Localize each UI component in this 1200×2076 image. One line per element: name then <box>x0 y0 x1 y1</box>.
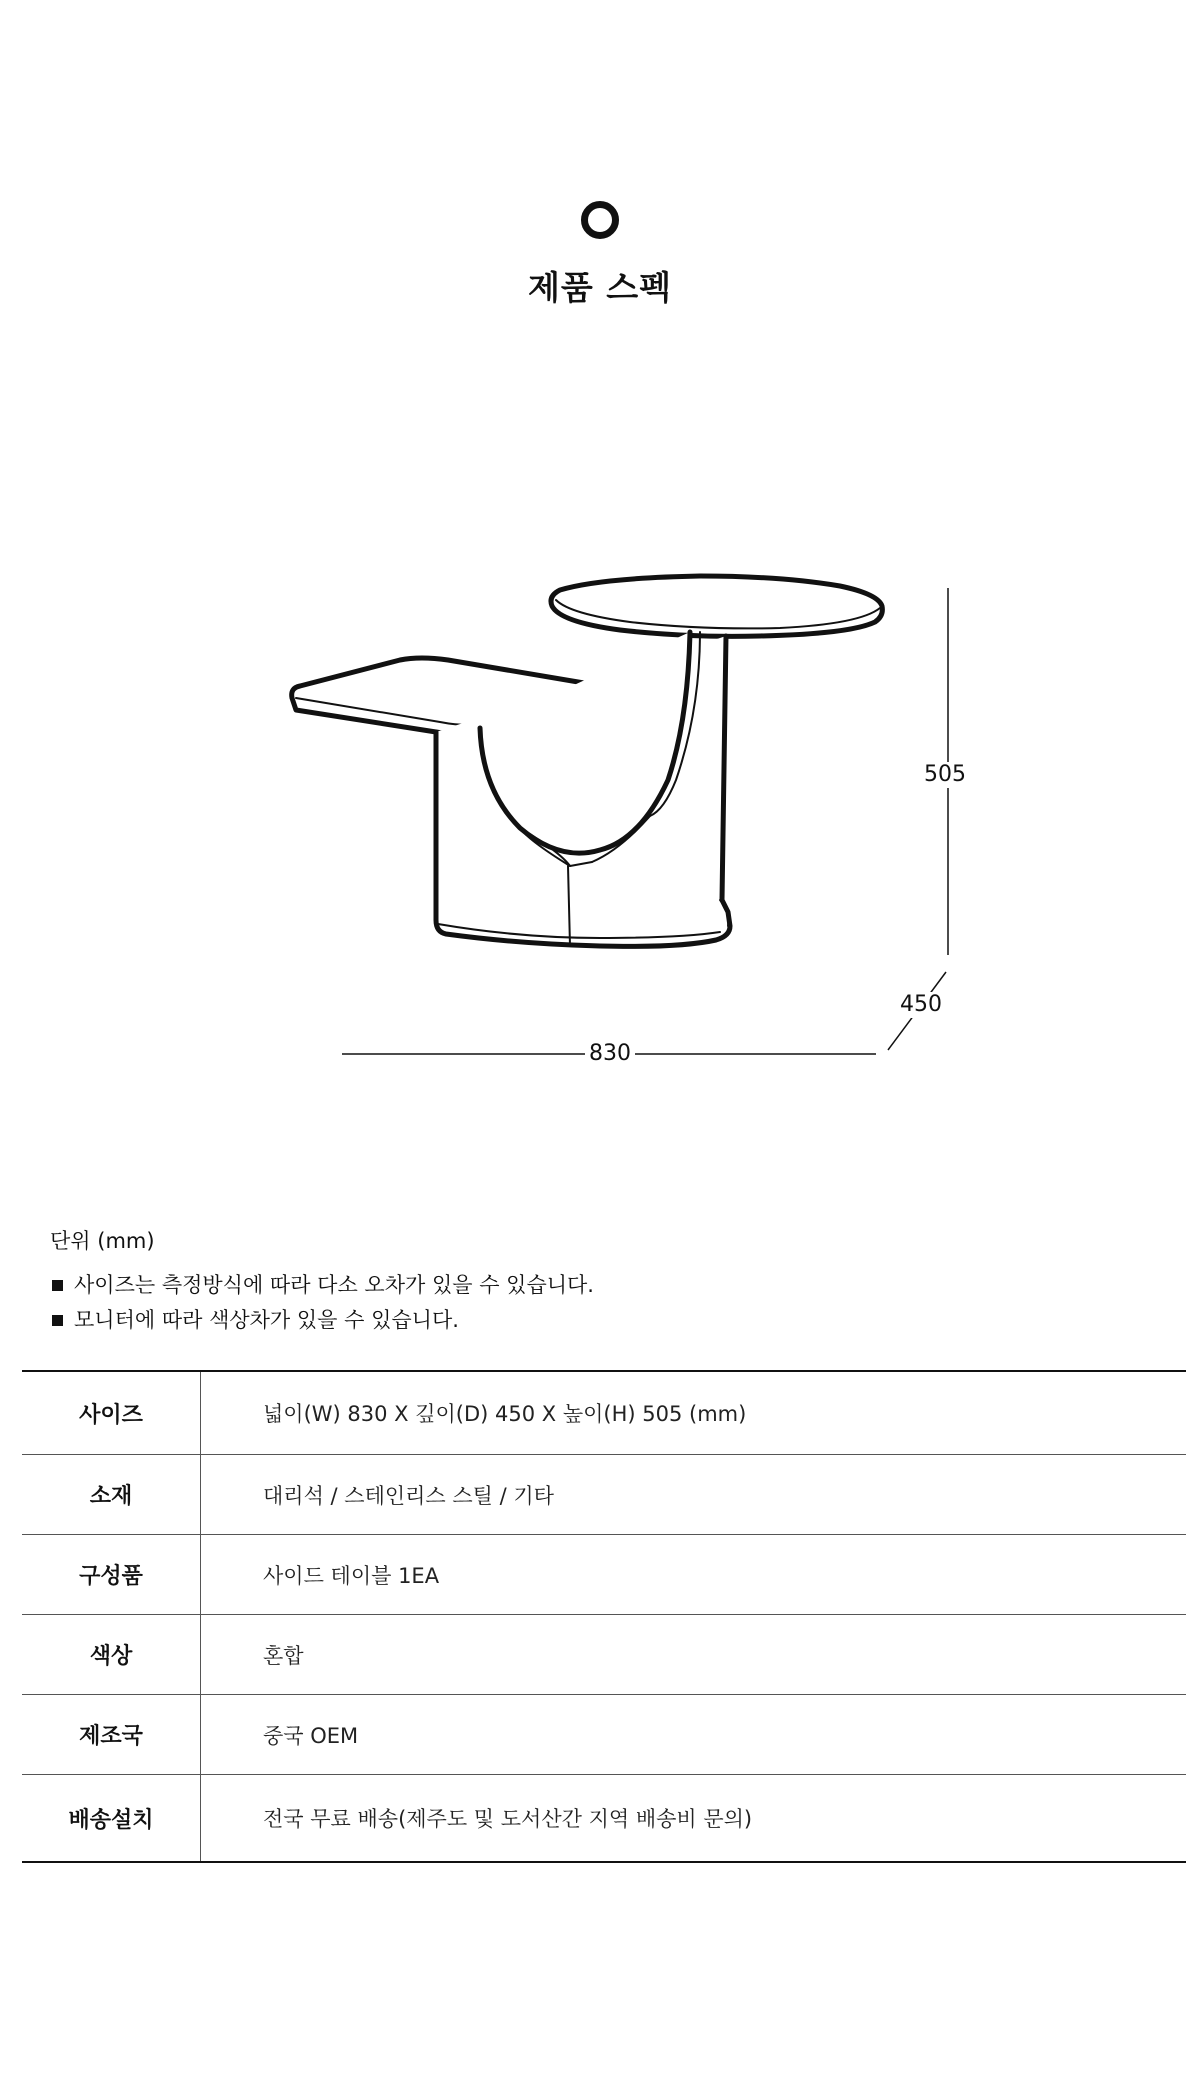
spec-label: 배송설치 <box>22 1775 201 1863</box>
square-bullet-icon <box>52 1280 63 1291</box>
table-row <box>22 1535 1186 1615</box>
height-label: 505 <box>920 762 970 788</box>
unit-note: 단위 (mm) <box>50 1229 155 1253</box>
spec-label: 제조국 <box>22 1695 201 1775</box>
spec-label: 소재 <box>22 1455 201 1535</box>
table-row <box>22 1455 1186 1535</box>
note-text: 모니터에 따라 색상차가 있을 수 있습니다. <box>74 1308 459 1332</box>
table-row <box>22 1371 1186 1455</box>
section-circle-icon <box>581 201 619 239</box>
spec-label: 색상 <box>22 1615 201 1695</box>
spec-value: 혼합 <box>201 1615 1187 1695</box>
table-row <box>22 1615 1186 1695</box>
width-label: 830 <box>585 1041 635 1067</box>
note-item <box>52 1268 594 1303</box>
depth-label: 450 <box>896 992 946 1018</box>
spec-label: 구성품 <box>22 1535 201 1615</box>
spec-value: 대리석 / 스테인리스 스틸 / 기타 <box>201 1455 1187 1535</box>
square-bullet-icon <box>52 1315 63 1326</box>
note-text: 사이즈는 측정방식에 따라 다소 오차가 있을 수 있습니다. <box>74 1273 594 1297</box>
spec-value: 전국 무료 배송(제주도 및 도서산간 지역 배송비 문의) <box>201 1775 1187 1863</box>
product-dimension-diagram <box>0 560 1200 1080</box>
spec-value: 넓이(W) 830 X 깊이(D) 450 X 높이(H) 505 (mm) <box>263 1402 747 1426</box>
spec-value: 중국 OEM <box>201 1695 1187 1775</box>
note-item <box>52 1303 594 1338</box>
page-title: 제품 스펙 <box>527 268 672 307</box>
spec-label: 사이즈 <box>22 1371 201 1455</box>
spec-value: 사이드 테이블 1EA <box>201 1535 1187 1615</box>
table-row <box>22 1775 1186 1863</box>
spec-table <box>22 1370 1186 1863</box>
table-row <box>22 1695 1186 1775</box>
notes-list <box>52 1268 594 1338</box>
side-table-drawing <box>0 560 1200 1080</box>
